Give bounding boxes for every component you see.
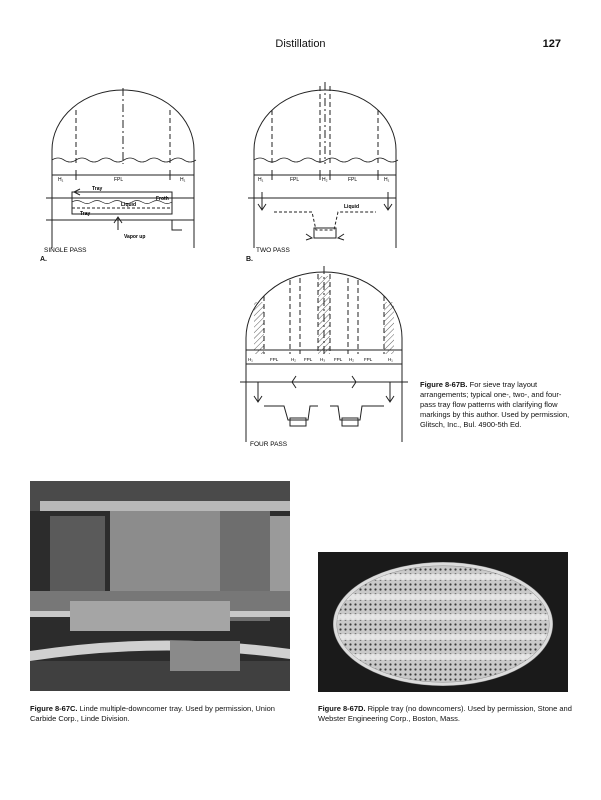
dim-label-7: H₂ [349, 357, 354, 362]
label-liquid: Liquid [344, 204, 359, 210]
single-pass-drawing [36, 80, 206, 260]
caption-label: Figure 8-67C. [30, 704, 78, 713]
diagram-two-pass [244, 80, 414, 263]
dim-h1-right: H₁ [384, 177, 390, 183]
dim-label-2: FPL [270, 357, 279, 362]
sublabel-b: B. [246, 256, 253, 263]
caption-text: Ripple tray (no downcomers). Used by permission, Stone and Webster Engineering Corp., Boston, Mass. [318, 704, 572, 723]
caption-text: Linde multiple-downcomer tray. Used by permission, Union Carbide Corp., Linde Division. [30, 704, 275, 723]
photo-linde-tray [30, 481, 290, 691]
dim-fpl-right: FPL [348, 177, 358, 183]
dim-label-5: H₃ [320, 357, 326, 362]
dim-h-left: H₁ [58, 177, 64, 183]
caption-label: Figure 8-67D. [318, 704, 366, 713]
two-pass-drawing [244, 80, 414, 260]
caption-figure-8-67b [420, 380, 570, 430]
running-header-title: Distillation [275, 38, 326, 50]
caption-label: Figure 8-67B. [420, 380, 468, 389]
label-vapor-up: Vapor up [124, 234, 146, 240]
caption-text: For sieve tray layout arrangements; typical one-, two-, and four-pass tray flow patterns with clarifying flow markings by this author. Used by permission, Glitsch, Inc., Bul. 4900-5th Ed. [420, 380, 570, 429]
caption-figure-8-67c [30, 704, 300, 724]
dim-label-3: H₂ [291, 357, 296, 362]
dim-label-6: FPL [334, 357, 343, 362]
label-liquid: Liquid [121, 202, 136, 208]
dim-label-8: FPL [364, 357, 373, 362]
caption-figure-8-67d [318, 704, 578, 724]
dim-label-4: FPL [304, 357, 313, 362]
dim-label-9: H₁ [388, 357, 393, 362]
dim-fpl: FPL [114, 177, 124, 183]
label-tray-bottom: Tray [80, 211, 91, 217]
dim-fpl-left: FPL [290, 177, 300, 183]
photo-ripple-tray [318, 552, 568, 692]
diagram-single-pass [36, 80, 206, 263]
dim-h1-left: H₁ [258, 177, 264, 183]
dim-label-1: H₁ [248, 357, 253, 362]
dim-h-right: H₁ [180, 177, 186, 183]
mode-two-pass: TWO PASS [256, 247, 290, 254]
dim-h2: H₂ [322, 177, 328, 183]
label-tray-top: Tray [92, 186, 103, 192]
four-pass-drawing [234, 262, 414, 452]
page-number: 127 [542, 38, 561, 50]
mode-four-pass: FOUR PASS [250, 441, 288, 448]
diagram-four-pass [234, 262, 414, 452]
label-froth: Froth [156, 196, 169, 202]
mode-single-pass: SINGLE PASS [44, 247, 87, 254]
sublabel-a: A. [40, 256, 47, 263]
